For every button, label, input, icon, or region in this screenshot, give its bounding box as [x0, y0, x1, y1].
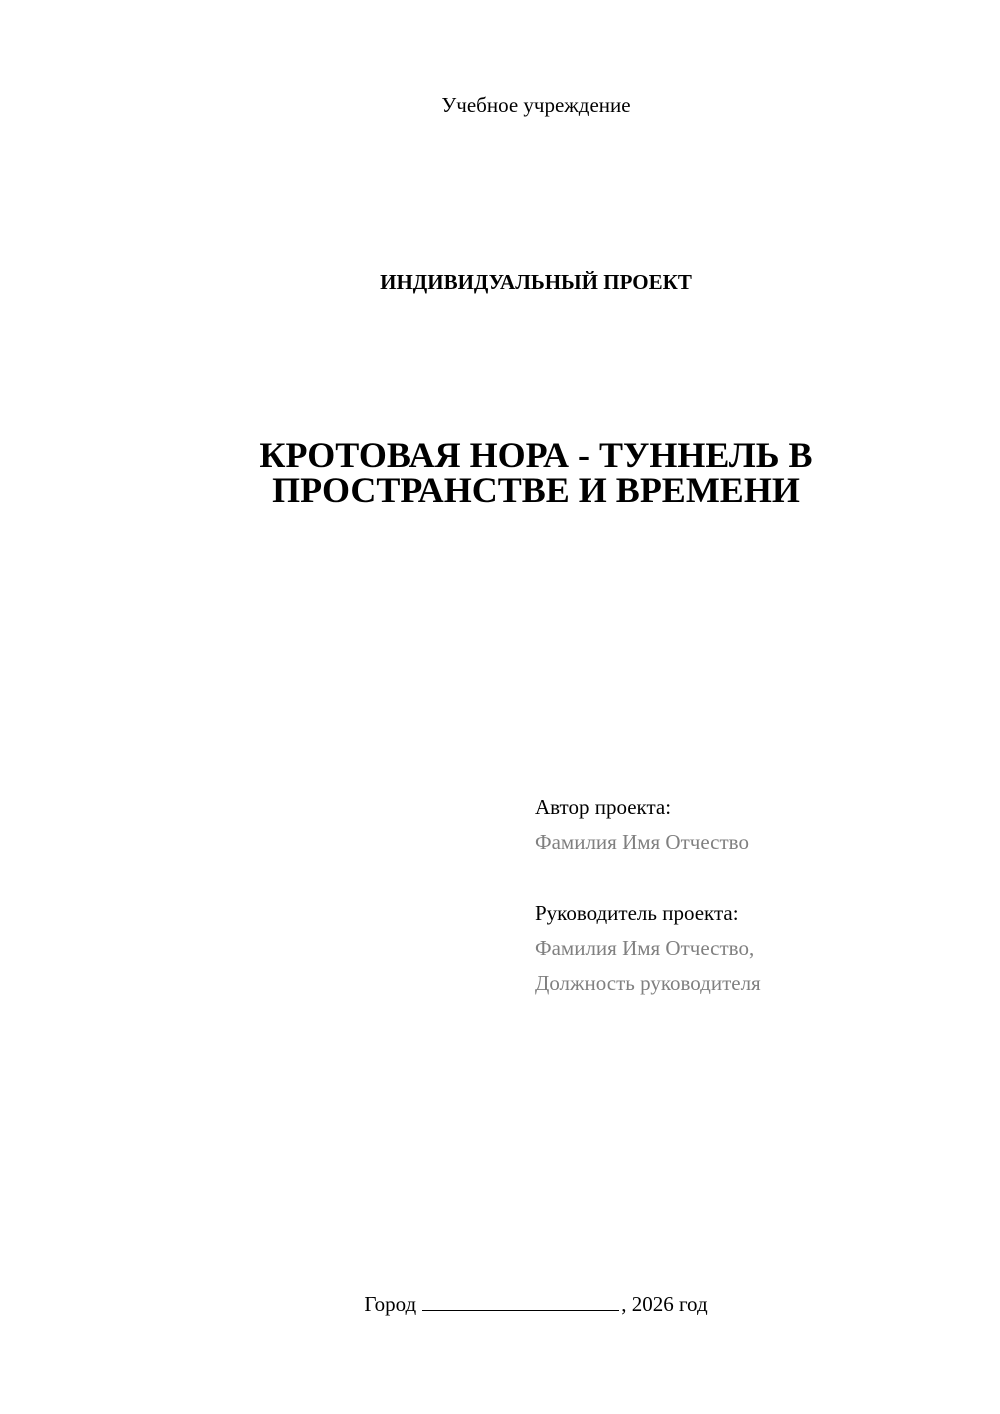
supervisor-label: Руководитель проекта:	[535, 901, 739, 925]
supervisor-name: Фамилия Имя Отчество,	[535, 936, 755, 960]
project-title-line-1: КРОТОВАЯ НОРА - ТУННЕЛЬ В	[259, 435, 813, 475]
institution-name: Учебное учреждение	[441, 93, 631, 117]
year-text: , 2026 год	[621, 1292, 708, 1316]
city-label: Город	[364, 1292, 417, 1316]
author-name: Фамилия Имя Отчество	[535, 830, 749, 854]
credits-spacer	[535, 860, 975, 896]
supervisor-position: Должность руководителя	[535, 971, 761, 995]
city-blank-underline	[422, 1292, 619, 1311]
project-title-line-2: ПРОСТРАНСТВЕ И ВРЕМЕНИ	[272, 470, 800, 510]
project-type-heading: ИНДИВИДУАЛЬНЫЙ ПРОЕКТ	[380, 270, 692, 294]
author-label: Автор проекта:	[535, 795, 672, 819]
project-credits	[535, 790, 975, 1001]
project-title	[200, 435, 872, 510]
city-year-line	[0, 1291, 1000, 1317]
